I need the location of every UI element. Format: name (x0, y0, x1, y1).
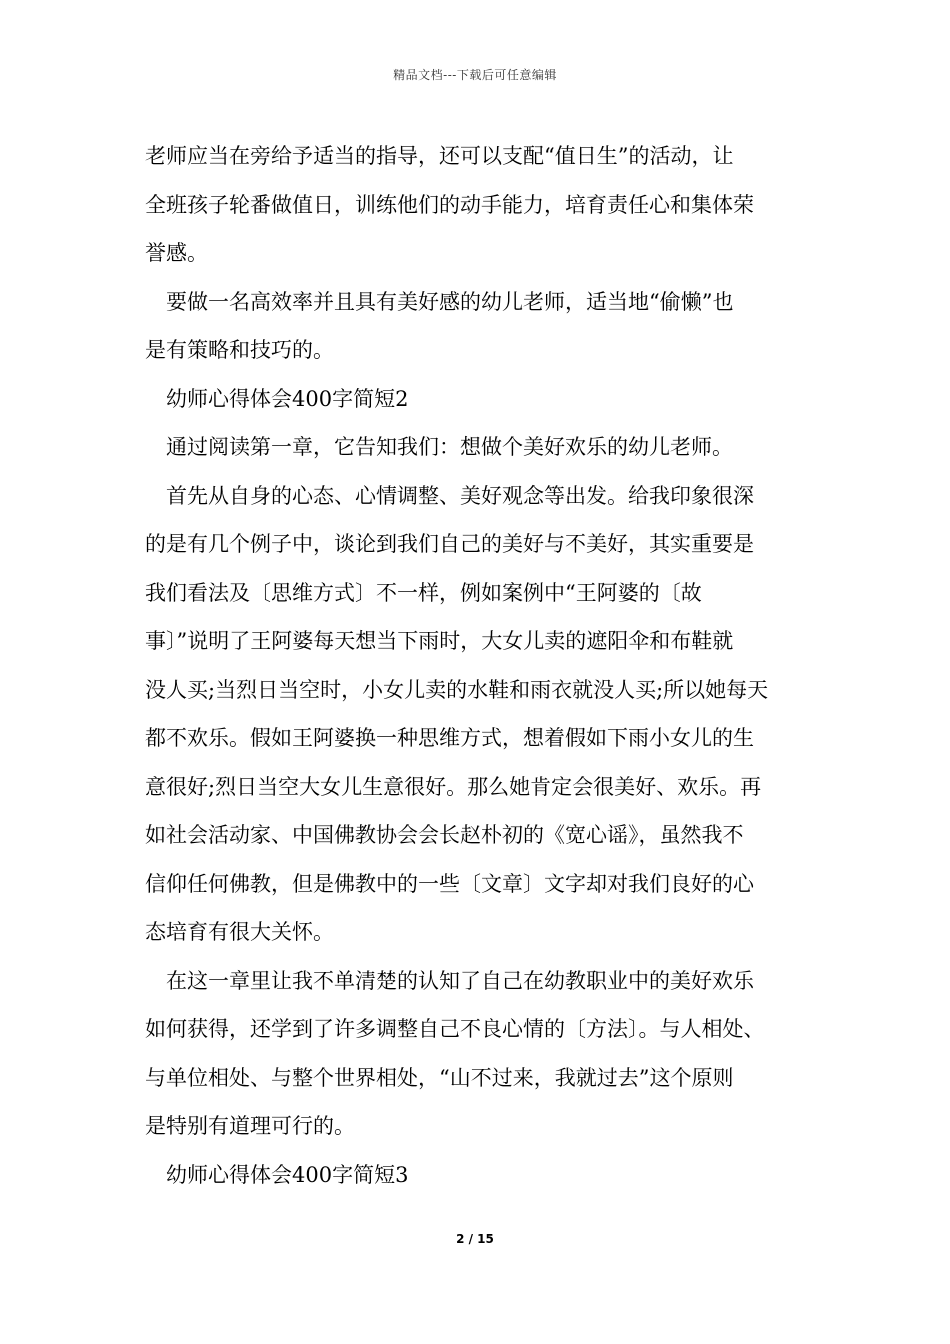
page-number: 2 / 15 (456, 1232, 494, 1246)
body-line: 都不欢乐。假如王阿婆换一种思维方式，想着假如下雨小女儿的生 (145, 726, 754, 750)
body-line: 态培育有很大关怀。 (145, 920, 334, 944)
paragraph-start-line: 要做一名高效率并且具有美好感的幼儿老师，适当地“偷懒”也 (166, 289, 734, 314)
section-heading: 幼师心得体会400字简短3 (166, 1162, 409, 1187)
body-line: 没人买;当烈日当空时，小女儿卖的水鞋和雨衣就没人买;所以她每天 (145, 677, 769, 702)
body-line: 如社会活动家、中国佛教协会会长赵朴初的《宽心谣》，虽然我不 (145, 823, 744, 847)
paragraph-start-line: 通过阅读第一章，它告知我们：想做个美好欢乐的幼儿老师。 (166, 435, 733, 459)
body-line: 老师应当在旁给予适当的指导，还可以支配“值日生”的活动，让 (145, 144, 734, 168)
body-line: 如何获得，还学到了许多调整自己不良心情的〔方法〕。与人相处、 (145, 1017, 765, 1041)
body-line: 是特别有道理可行的。 (145, 1114, 355, 1138)
body-line: 我们看法及〔思维方式〕不一样，例如案例中“王阿婆的〔故 (145, 580, 702, 605)
body-line: 的是有几个例子中，谈论到我们自己的美好与不美好，其实重要是 (145, 532, 754, 556)
page-body (145, 132, 825, 1199)
body-line: 意很好;烈日当空大女儿生意很好。那么她肯定会很美好、欢乐。再 (145, 774, 762, 799)
body-line: 信仰任何佛教，但是佛教中的一些〔文章〕文字却对我们良好的心 (145, 871, 754, 896)
body-line: 是有策略和技巧的。 (145, 338, 334, 362)
paragraph-start-line: 在这一章里让我不单清楚的认知了自己在幼教职业中的美好欢乐 (166, 968, 754, 993)
body-line: 誉感。 (145, 241, 208, 265)
body-line: 全班孩子轮番做值日，训练他们的动手能力，培育责任心和集体荣 (145, 192, 754, 217)
body-line: 事〕”说明了王阿婆每天想当下雨时，大女儿卖的遮阳伞和布鞋就 (145, 629, 734, 653)
body-line: 与单位相处、与整个世界相处，“山不过来，我就过去”这个原则 (145, 1065, 734, 1090)
section-heading: 幼师心得体会400字简短2 (166, 386, 409, 411)
page-header: 精品文档---下载后可任意编辑 (393, 68, 557, 82)
paragraph-start-line: 首先从自身的心态、心情调整、美好观念等出发。给我印象很深 (166, 483, 754, 508)
